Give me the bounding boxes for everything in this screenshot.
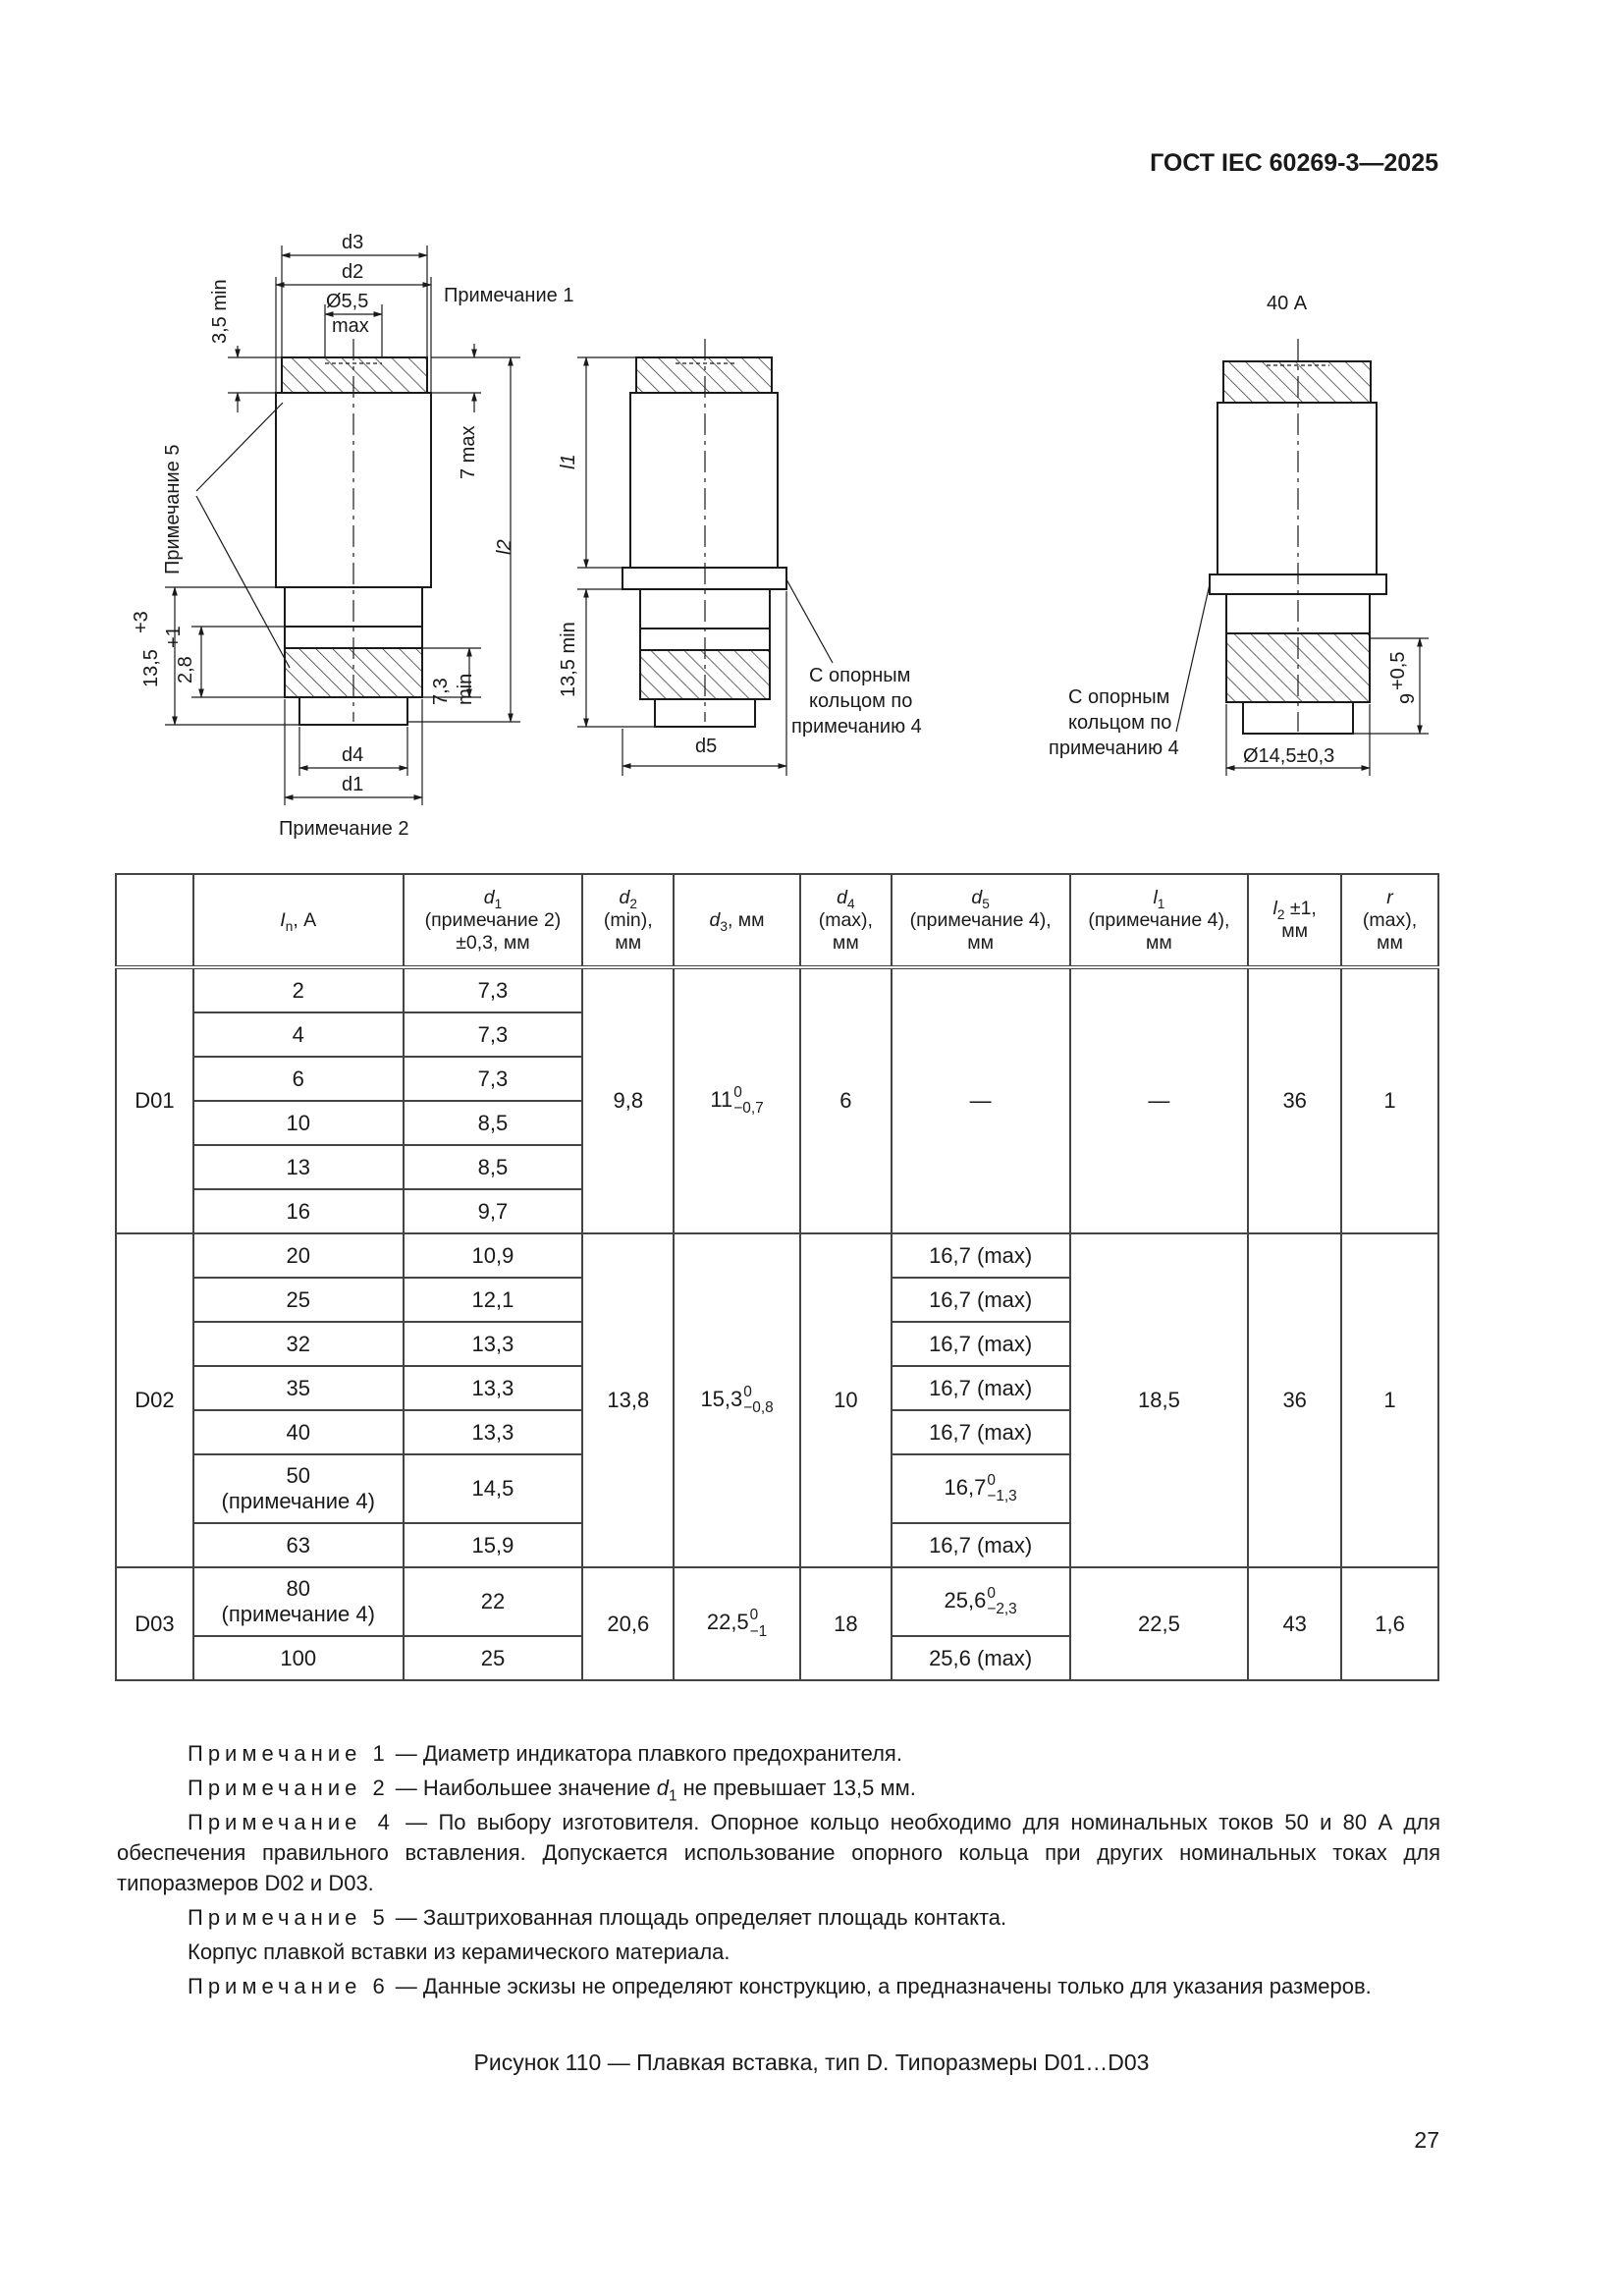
svg-text:2,8: 2,8 (175, 656, 196, 683)
svg-text:l1: l1 (558, 454, 579, 469)
table-row: 35 13,3 16,7 (max) (116, 1366, 1438, 1410)
header-d5: $d_5$ (примечание 4), мм (892, 874, 1070, 967)
table-row: 16 9,7 (116, 1189, 1438, 1233)
svg-text:кольцом по: кольцом по (809, 690, 913, 712)
note-5-extra: Корпус плавкой вставки из керамического материала. (188, 1940, 730, 1964)
svg-text:d5: d5 (695, 736, 718, 757)
svg-text:9: 9 (1397, 692, 1419, 704)
svg-text:max: max (332, 315, 369, 337)
header-l1: $l_1$ (примечание 4), мм (1070, 874, 1249, 967)
document-header: ГОСТ IEC 60269-3—2025 (1150, 149, 1438, 177)
table-row: 25 12,1 16,7 (max) (116, 1278, 1438, 1322)
svg-text:С опорным: С опорным (1068, 686, 1170, 708)
note-4: Примечание 4 — По выбору изготовителя. Опорное кольцо необходимо для номинальных токов 50 и 80 А для обеспечения правильного вставления. Допускается использование опорного кольца при других номинальных токах для типоразмеров D02 и D03. (117, 1810, 1440, 1895)
svg-text:l2: l2 (494, 539, 515, 555)
svg-text:примечанию 4: примечанию 4 (791, 716, 922, 738)
svg-text:кольцом по: кольцом по (1068, 712, 1172, 734)
figure-caption: Рисунок 110 — Плавкая вставка, тип D. Типоразмеры D01…D03 (473, 2050, 1150, 2075)
header-d2: $d_2$ (min), мм (582, 874, 674, 967)
table-row: D02 20 10,9 13,8 15,3 0 −0,8 10 16,7 (max) 18,5 36 1 (116, 1233, 1438, 1278)
svg-text:7,3: 7,3 (430, 678, 452, 705)
svg-text:13,5 min: 13,5 min (558, 622, 579, 697)
drawing-2-fuse-link (622, 339, 786, 727)
header-size-blank (116, 874, 193, 967)
table-row: 4 7,3 (116, 1012, 1438, 1057)
svg-text:Примечание 5: Примечание 5 (162, 444, 184, 574)
header-d3: $d_3$, мм (674, 874, 800, 967)
drawing-labels (131, 232, 1419, 840)
header-r: r (max), мм (1341, 874, 1438, 967)
size-cell: D02 (116, 1233, 193, 1567)
note-2: Примечание 2 — Наибольшее значение $d_1$ не превышает 13,5 мм. (188, 1776, 916, 1805)
svg-text:С опорным: С опорным (809, 665, 911, 686)
table-row: 50 (примечание 4) 14,5 16,7 0 −1,3 (116, 1454, 1438, 1523)
notes-section (117, 1738, 1440, 2005)
svg-text:7 max: 7 max (458, 425, 479, 479)
drawing-1-fuse-link (276, 339, 431, 725)
size-cell: D03 (116, 1567, 193, 1680)
drawing-3-fuse-link-40a (1210, 339, 1386, 734)
svg-text:+1: +1 (163, 626, 185, 648)
header-d4: $d_4$ (max), мм (800, 874, 892, 967)
svg-text:d1: d1 (342, 774, 364, 795)
table-row: 63 15,9 16,7 (max) (116, 1523, 1438, 1567)
header-d1: $d_1$ (примечание 2) ±0,3, мм (404, 874, 583, 967)
table-row: 10 8,5 (116, 1101, 1438, 1145)
table-row: 32 13,3 16,7 (max) (116, 1322, 1438, 1366)
svg-text:Ø5,5: Ø5,5 (326, 291, 369, 312)
table-row: 13 8,5 (116, 1145, 1438, 1189)
svg-text:3,5 min: 3,5 min (209, 279, 231, 344)
size-cell: D01 (116, 967, 193, 1233)
note-1: Примечание 1 — Диаметр индикатора плавкого предохранителя. (188, 1741, 902, 1766)
svg-text:Примечание 2: Примечание 2 (279, 818, 409, 840)
svg-text:min: min (455, 673, 476, 705)
svg-text:d3: d3 (342, 232, 364, 253)
table-row: 40 13,3 16,7 (max) (116, 1410, 1438, 1454)
svg-text:примечанию 4: примечанию 4 (1049, 738, 1179, 759)
table-row: 6 7,3 (116, 1057, 1438, 1101)
svg-text:40 А: 40 А (1267, 293, 1308, 314)
note-6: Примечание 6 — Данные эскизы не определяют конструкцию, а предназначены только для указания размеров. (188, 1974, 1372, 1998)
svg-text:13,5: 13,5 (140, 649, 162, 687)
fuse-dimensions-table (115, 873, 1439, 1681)
svg-text:Ø14,5±0,3: Ø14,5±0,3 (1243, 745, 1335, 767)
table-row: D01 2 7,3 9,8 11 0 −0,7 6 — — 36 1 (116, 967, 1438, 1012)
fuse-drawing (0, 216, 1623, 864)
note-5: Примечание 5 — Заштрихованная площадь определяет площадь контакта. (188, 1905, 1007, 1930)
header-l2: $l_2 \pm 1$, мм (1248, 874, 1341, 967)
table-header-row (116, 874, 1438, 967)
svg-text:Примечание 1: Примечание 1 (444, 285, 574, 306)
page-number: 27 (1414, 2127, 1439, 2153)
svg-text:+0,5: +0,5 (1387, 651, 1409, 690)
svg-text:d4: d4 (342, 744, 364, 766)
table-row: 100 25 25,6 (max) (116, 1636, 1438, 1680)
svg-text:+3: +3 (131, 611, 152, 633)
svg-text:d2: d2 (342, 261, 364, 283)
header-in: $I_n$, А (193, 874, 404, 967)
table-row: D03 80 (примечание 4) 22 20,6 22,5 0 −1 18 25,6 0 −2,3 22,5 43 1,6 (116, 1567, 1438, 1636)
